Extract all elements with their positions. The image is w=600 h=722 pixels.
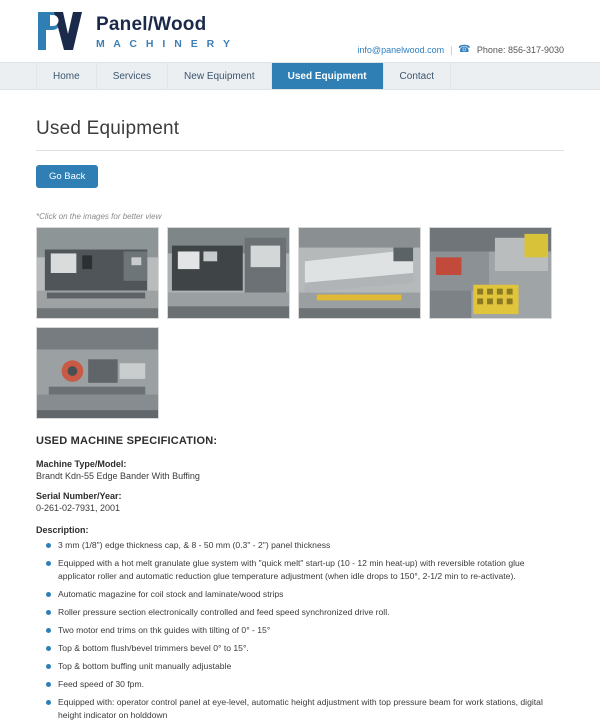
serial-label: Serial Number/Year: xyxy=(36,491,122,501)
list-item: Automatic magazine for coil stock and laminate/wood strips xyxy=(58,588,564,601)
serial-value: 0-261-02-7931, 2001 xyxy=(36,503,121,513)
gallery-thumb-1[interactable] xyxy=(36,227,159,319)
list-item: Two motor end trims on thk guides with tilting of 0° - 15° xyxy=(58,624,564,637)
gallery-thumb-5[interactable] xyxy=(36,327,159,419)
phone-number: Phone: 856-317-9030 xyxy=(476,44,564,55)
contact-divider: | xyxy=(450,44,453,55)
main-navigation xyxy=(0,62,600,90)
logo-text xyxy=(96,8,233,50)
page-title: Used Equipment xyxy=(36,118,180,139)
list-item: Top & bottom buffing unit manually adjustable xyxy=(58,660,564,673)
list-item: Feed speed of 30 fpm. xyxy=(58,678,564,691)
image-gallery xyxy=(36,227,564,419)
title-divider xyxy=(36,150,564,151)
pw-logo-icon xyxy=(36,8,88,54)
list-item: Top & bottom flush/bevel trimmers bevel 0° to 15°. xyxy=(58,642,564,655)
description-list xyxy=(36,539,564,722)
spec-section-title: USED MACHINE SPECIFICATION: xyxy=(36,435,218,447)
site-logo[interactable] xyxy=(36,8,233,54)
list-item: Equipped with a hot melt granulate glue system with "quick melt" start-up (10 - 12 min heat-up) with reversible rotation glue applicator roller and automatic reduction glue temperature adjustment (when idle drops to 150°, 2-1/2 min to re-activate). xyxy=(58,557,564,583)
nav-item-contact[interactable]: Contact xyxy=(384,63,451,89)
machine-type-value: Brandt Kdn-55 Edge Bander With Buffing xyxy=(36,471,200,481)
nav-item-used-equipment[interactable]: Used Equipment xyxy=(272,63,384,89)
email-link[interactable]: info@panelwood.com xyxy=(357,44,445,55)
phone-icon: ☎ xyxy=(458,44,471,55)
logo-subtitle: M A C H I N E R Y xyxy=(96,38,233,50)
nav-item-new-equipment[interactable]: New Equipment xyxy=(168,63,272,89)
list-item: Roller pressure section electronically controlled and feed speed synchronized drive roll. xyxy=(58,606,564,619)
gallery-thumb-4[interactable] xyxy=(429,227,552,319)
nav-item-services[interactable]: Services xyxy=(97,63,168,89)
gallery-hint: *Click on the images for better view xyxy=(36,212,162,221)
machine-type-label: Machine Type/Model: xyxy=(36,459,127,469)
nav-item-home[interactable]: Home xyxy=(36,63,97,89)
list-item: Equipped with: operator control panel at eye-level, automatic height adjustment with top pressure beam for work stations, digital height indicator on holddown xyxy=(58,696,564,722)
header-contact xyxy=(357,44,564,55)
go-back-button[interactable]: Go Back xyxy=(36,165,98,188)
gallery-thumb-2[interactable] xyxy=(167,227,290,319)
gallery-thumb-3[interactable] xyxy=(298,227,421,319)
main-content xyxy=(0,118,600,722)
list-item: 3 mm (1/8") edge thickness cap, & 8 - 50 mm (0.3" - 2") panel thickness xyxy=(58,539,564,552)
site-header xyxy=(0,0,600,62)
description-label: Description: xyxy=(36,525,89,535)
logo-title: Panel/Wood xyxy=(96,14,207,35)
